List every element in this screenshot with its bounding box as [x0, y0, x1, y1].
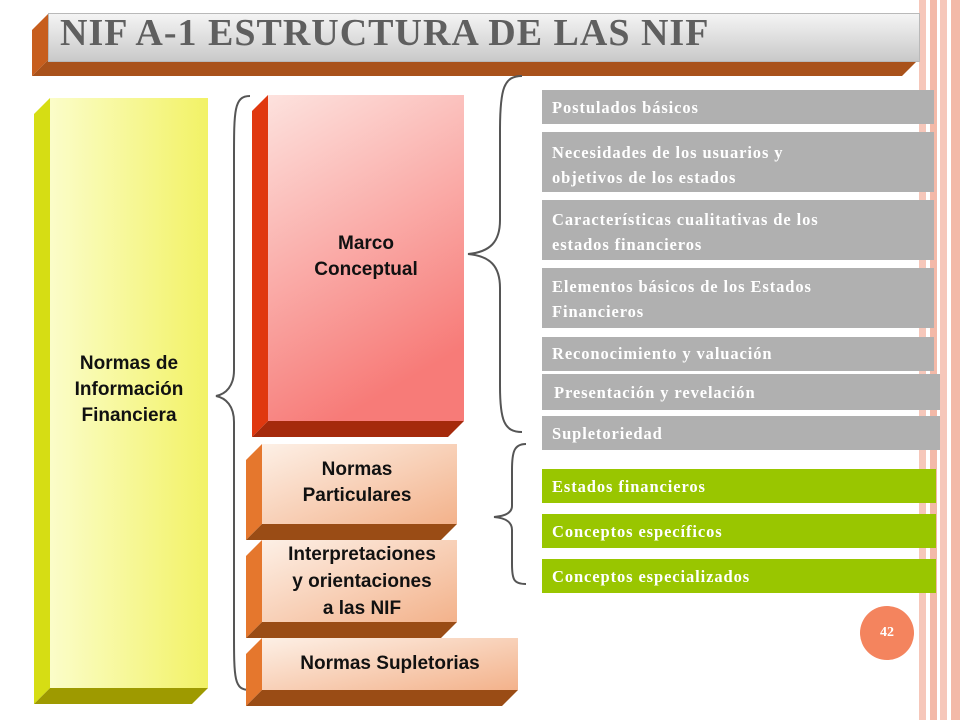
normas-particulares-label: Normas Particulares	[302, 459, 412, 506]
marco-item-label: Reconocimiento y valuación	[552, 344, 773, 363]
marco-item-label: Necesidades de los usuarios y objetivos de los estados	[552, 143, 784, 187]
normas-supletorias-label: Normas Supletorias	[300, 653, 480, 674]
interpretaciones-label: Interpretaciones y orientaciones a las NIF	[288, 544, 436, 619]
marco-item-elementos	[542, 268, 934, 328]
main-box-label: Normas de Información Financiera	[74, 353, 184, 426]
marco-item-label: Supletoriedad	[552, 424, 663, 443]
marco-item-caracteristicas	[542, 200, 934, 260]
marco-item-label: Presentación y revelación	[554, 383, 756, 402]
marco-item-label: Postulados básicos	[552, 98, 699, 117]
particulares-item-especificos	[542, 514, 936, 548]
marco-bracket	[460, 70, 530, 440]
page-title: NIF A-1 ESTRUCTURA DE LAS NIF	[60, 12, 710, 54]
particulares-item-label: Conceptos especializados	[552, 567, 751, 586]
marco-item-reconocimiento	[542, 337, 934, 371]
marco-item-label: Características cualitativas de los estados financieros	[552, 210, 819, 254]
marco-item-postulados	[542, 90, 934, 124]
particulares-item-especializados	[542, 559, 936, 593]
marco-item-presentacion	[542, 374, 940, 410]
particulares-item-label: Estados financieros	[552, 477, 706, 496]
particulares-item-label: Conceptos específicos	[552, 522, 723, 541]
marco-item-supletoriedad	[542, 416, 940, 450]
marco-item-label: Elementos básicos de los Estados Financieros	[552, 277, 812, 321]
particulares-bracket	[488, 440, 538, 588]
particulares-item-estados	[542, 469, 936, 503]
marco-item-necesidades	[542, 132, 934, 192]
marco-conceptual-label: Marco Conceptual	[314, 233, 418, 280]
page-number-badge: 42	[860, 606, 914, 660]
